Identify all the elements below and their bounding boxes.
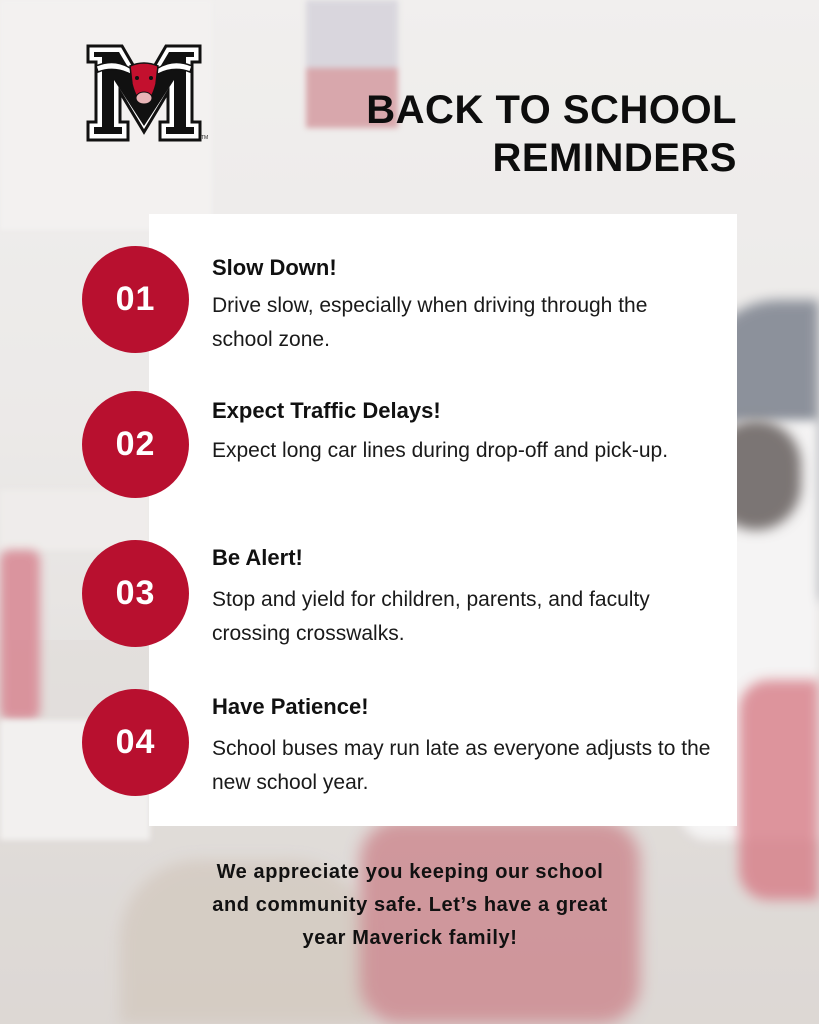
reminder-description: Stop and yield for children, parents, and faculty crossing crosswalks. [212,588,650,645]
reminder-description: Drive slow, especially when driving through the school zone. [212,294,648,351]
page-title [297,86,737,182]
footer-message [140,856,680,955]
reminder-number-badge: 02 [82,391,189,498]
reminder-description: School buses may run late as everyone adjusts to the new school year. [212,737,711,794]
m-logo-icon [84,44,204,144]
footer-line-3: year Maverick family! [302,927,518,949]
reminder-title: Slow Down! [212,255,337,280]
reminder-item [0,688,819,808]
reminder-item [0,539,819,659]
reminder-title: Expect Traffic Delays! [212,398,441,423]
reminder-number-badge: 01 [82,246,189,353]
title-line-1: BACK TO SCHOOL [366,88,737,132]
reminder-number-badge: 03 [82,540,189,647]
footer-line-1: We appreciate you keeping our school [216,861,604,883]
trademark-symbol: TM [201,135,209,141]
school-logo [84,44,204,144]
title-line-2: REMINDERS [492,136,737,180]
reminder-number-badge: 04 [82,689,189,796]
reminder-item [0,390,819,510]
reminder-title: Be Alert! [212,545,303,570]
footer-line-2: and community safe. Let’s have a great [212,894,608,916]
reminder-item [0,245,819,365]
reminder-title: Have Patience! [212,694,369,719]
reminder-description: Expect long car lines during drop-off and pick-up. [212,439,669,462]
